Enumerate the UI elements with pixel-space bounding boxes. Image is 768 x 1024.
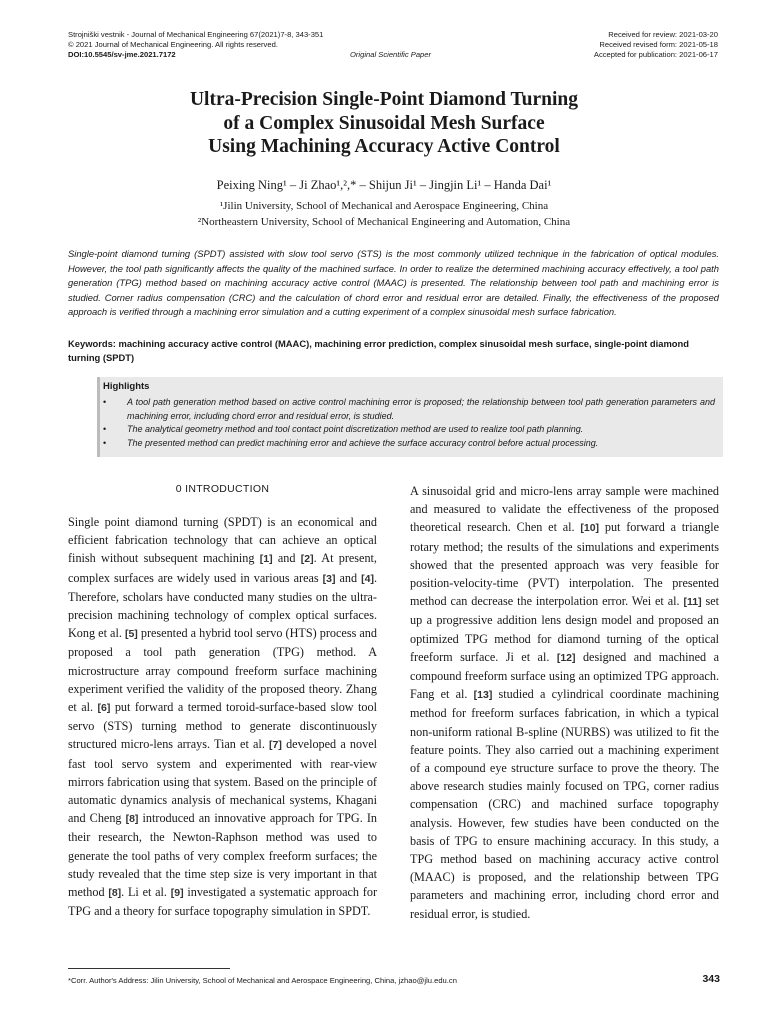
body-text: . Therefore, scholars have conducted many studies on the ultra-precision machining technology of complex optical surfaces. Kong et al. [68,570,377,641]
citation-link[interactable]: [8] [108,887,122,900]
citation-link[interactable]: [4] [361,572,374,585]
citation-link[interactable]: [1] [259,553,273,566]
citation-link[interactable]: [5] [124,628,138,641]
corresponding-author-note: *Corr. Author's Address: Jilin University, School of Mechanical and Aerospace Engineering, China, jzhao@jlu.edu.cn [68,976,457,985]
highlight-text: The presented method can predict machining error and achieve the surface accuracy control before actual processing. [127,437,599,448]
received-date: Received for review: 2021-03-20 [608,30,718,39]
bullet-icon: • [103,424,107,434]
bullet-icon: • [103,397,107,407]
paper-type: Original Scientific Paper [350,50,432,59]
title-line-2: of a Complex Sinusoidal Mesh Surface [223,112,545,134]
citation-link[interactable]: [2] [300,553,314,566]
citation-link[interactable]: [12] [556,651,576,664]
body-text: Single point diamond turning (SPDT) is an economical and efficient fabrication technology that can achieve an optical finish without subsequent machining [68,515,377,566]
citation-link[interactable]: [8] [125,813,139,826]
affiliation-1: ¹Jilin University, School of Mechanical and Aerospace Engineering, China [219,200,549,212]
body-text: presented a hybrid tool servo (HTS) process and proposed a tool path generation (TPG) method. A microstructure array compound freeform surface machining experiment verified the validity of the proposed theory. Zhang et al. [68,626,377,715]
citation-link[interactable]: [9] [170,887,184,900]
bullet-icon: • [103,437,107,448]
body-text: investigated a systematic approach for TPG and a theory for surface topography simulation in SPDT. [68,885,378,919]
title-line-1: Ultra-Precision Single-Point Diamond Turning [189,89,579,110]
affiliation-2: ²Northeastern University, School of Mechanical Engineering and Automation, China [197,216,571,228]
citation-link[interactable]: [6] [97,702,111,715]
highlight-text: The analytical geometry method and tool contact point discretization method are used to realize tool path planning. [127,424,584,434]
author-list: Peixing Ning¹ – Ji Zhao¹,²,* – Shijun Ji¹ – Jingjin Li¹ – Handa Dai¹ [216,178,552,192]
section-heading: 0 INTRODUCTION [175,483,270,495]
paper-title [0,88,768,159]
highlight-text: A tool path generation method based on active control machining error is proposed; the relationship between tool path generation parameters and machining error, including chord error and residual error, is studied. [127,397,715,421]
citation-link[interactable]: [7] [269,739,282,752]
footnote-divider [68,968,230,969]
body-text: put forward a termed toroid-surface-based slow tool servo (STS) turning method to generate discontinuously structured micro-lens arrays. Tian et al. [68,700,377,752]
revised-date: Received revised form: 2021-05-18 [599,40,718,49]
body-text: developed a novel fast tool servo system and experimented with rear-view mirrors fabrication using that system. Based on the principle of automatic dynamics analysis of mechanical systems, Khagani and Cheng [68,737,377,826]
doi-link[interactable]: DOI:10.5545/sv-jme.2021.7172 [68,50,176,59]
body-text: and [335,570,362,585]
title-line-3: Using Machining Accuracy Active Control [208,136,560,157]
body-text: and [272,551,301,566]
review-dates [594,30,718,60]
body-text: . Li et al. [121,885,171,900]
body-text: . At present, complex surfaces are widely used in various areas [68,551,377,585]
journal-line: Strojniški vestnik - Journal of Mechanical Engineering 67(2021)7-8, 343-351 [68,30,324,39]
journal-info [68,30,323,60]
highlight-item [103,423,715,437]
accepted-date: Accepted for publication: 2021-06-17 [593,50,718,59]
body-paragraph [68,513,377,920]
body-text: set up a progressive addition lens design model and proposed an optimized TPG method for diamond turning of the optical freeform surface. Ji et al. [410,594,719,664]
body-text: A sinusoidal grid and micro-lens array sample were machined and measured to validate the effectiveness of the proposed theoretical research. Chen et al. [410,484,719,535]
citation-link[interactable]: [10] [580,522,600,535]
highlight-item [103,396,715,423]
body-text: introduced an innovative approach for TPG. In their research, the Newton-Raphson method was used to generate the tool paths of very complex freeform surfaces; the study revealed that the time step size is very important in that method [68,811,377,900]
citation-link[interactable]: [13] [473,689,493,702]
highlights-list [103,396,715,450]
body-column-right [410,482,719,923]
highlights-title: Highlights [103,381,150,392]
keywords: Keywords: machining accuracy active control (MAAC), machining error prediction, complex sinusoidal mesh surface, single-point diamond turning (SPDT) [68,338,689,363]
page-number: 343 [702,973,720,985]
citation-link[interactable]: [11] [683,596,702,609]
citation-link[interactable]: [3] [322,572,336,585]
copyright-line: © 2021 Journal of Mechanical Engineering. All rights reserved. [68,40,278,49]
abstract: Single-point diamond turning (SPDT) assisted with slow tool servo (STS) is the most commonly utilized technique in the fabrication of optical modules. However, the tool path significantly affects the quality of the machined surface. In order to realize the determined machining accuracy effectively, a tool path generation (TPG) method based on machining accuracy active control (MAAC) is presented. The relationship between tool path and machining error is studied. Corner radius compensation (CRC) and the calculation of chord error and residual error are detailed. Finally, the effectiveness of the proposed approach is verified through a machining error simulation and a cutting experiment of a complex sinusoidal mesh surface fabrication. [68,248,719,318]
highlight-item [103,437,715,451]
body-paragraph [410,482,719,923]
body-column-left [68,513,377,920]
body-text: put forward a triangle rotary method; the results of the simulations and experiments showed that the presented approach was very feasible for position-velocity-time (PVT) interpolation. The presented method can decrease the interpolation error. Wei et al. [410,520,719,609]
body-text: designed and machined a compound freeform surface using an optimized TPG approach. Fang et al. [410,649,719,702]
body-text: studied a cylindrical coordinate machining method for freeform surfaces fabrication, in which a typical non-uniform rational B-spline (NURBS) was utilized to fit the feature points. They also carried out a machining experiment of a compound eye structure surface to prove the theory. The above research studies mainly focused on TPG, corner radius compensation (CRC) and machined surface topography analysis. However, few studies have been conducted on the basis of TPG to ensure machining accuracy. In this study, a TPG method based on machining accuracy active control (MAAC) is proposed, and the relationship between TPG parameters and machining error, including chord error and residual error, is studied. [410,687,720,921]
